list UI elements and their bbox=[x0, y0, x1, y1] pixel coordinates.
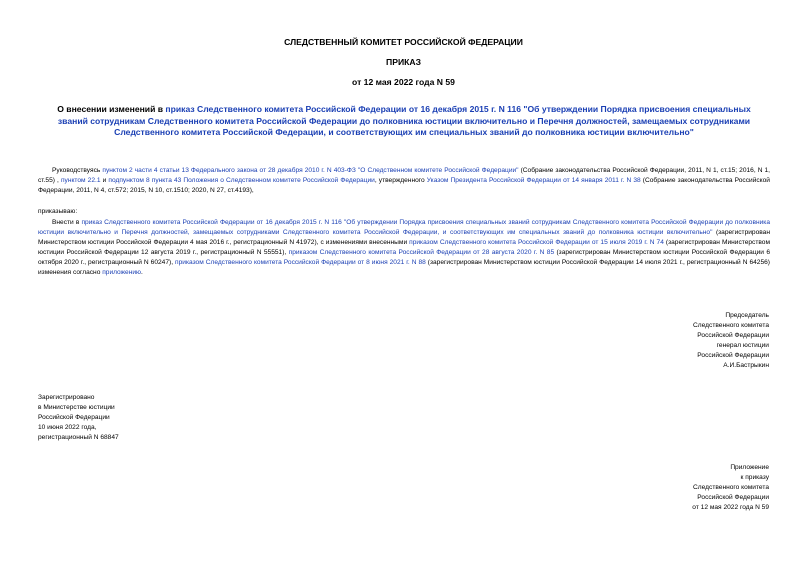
appendix-line: Следственного комитета bbox=[693, 484, 769, 491]
order-word: приказываю: bbox=[38, 208, 78, 215]
registration-line: 10 июня 2022 года, bbox=[38, 424, 97, 431]
org-heading: СЛЕДСТВЕННЫЙ КОМИТЕТ РОССИЙСКОЙ ФЕДЕРАЦИИ bbox=[284, 37, 523, 47]
body-text-5: (зарегистрирован Министерством юстиции Российской Федерации 14 июля 2021 г., регистрационный N 64256) изменения согласно bbox=[38, 259, 770, 276]
appendix-header-block bbox=[692, 463, 769, 513]
appendix-line: Приложение bbox=[730, 464, 769, 471]
preamble-paragraph bbox=[38, 166, 770, 196]
signature-name: А.И.Бастрыкин bbox=[723, 362, 769, 369]
appendix-line: Российской Федерации bbox=[697, 494, 769, 501]
body-text-3: (зарегистрирован Министерством юстиции Российской Федерации 12 августа 2019 г., регистрационный N 55551), bbox=[38, 239, 770, 256]
date-number-heading: от 12 мая 2022 года N 59 bbox=[352, 77, 455, 87]
signature-line: генерал юстиции bbox=[716, 342, 769, 349]
regulation-link[interactable]: подпунктом 8 пункта 43 Положения о Следственном комитете Российской Федерации bbox=[108, 177, 375, 184]
signature-line: Российской Федерации bbox=[697, 332, 769, 339]
registration-line: регистрационный N 68847 bbox=[38, 434, 119, 441]
clause-22-1-link[interactable]: пунктом 22.1 bbox=[60, 177, 101, 184]
law-link[interactable]: пунктом 2 части 4 статьи 13 Федерального закона от 28 декабря 2010 г. N 403-ФЗ "О Следственном комитете Российской Федерации" bbox=[102, 167, 519, 174]
body-paragraph bbox=[38, 218, 770, 278]
body-text-6: . bbox=[141, 269, 143, 276]
preamble-text-2: (Собрание законодательства Российской Федерации, 2011, N 1, ст.15; 2016, N 1, ст.55) , bbox=[38, 167, 771, 184]
appendix-link[interactable]: приложению bbox=[102, 269, 141, 276]
registration-line: в Министерстве юстиции bbox=[38, 404, 115, 411]
preamble-text-5: (Собрание законодательства Российской Федерации, 2011, N 4, ст.572; 2015, N 10, ст.1510; 2020, N 27, ст.4193), bbox=[38, 177, 770, 194]
appendix-line: от 12 мая 2022 года N 59 bbox=[692, 504, 769, 511]
preamble-text-3: и bbox=[100, 177, 109, 184]
title-order-link[interactable]: приказ Следственного комитета Российской Федерации от 16 декабря 2015 г. N 116 "Об утверждении Порядка присвоения специальных званий сотрудникам Следственного комитета Российской Федерации до полковника юстиции включительно и Перечня должностей, замещаемых сотрудниками Следственного комитета Российской Федерации, и соответствующих им специальных званий до полковника юстиции включительно" bbox=[57, 104, 751, 137]
preamble-text-1: Руководствуясь bbox=[52, 167, 103, 174]
order-85-link[interactable]: приказом Следственного комитета Российской Федерации от 28 августа 2020 г. N 85 bbox=[288, 249, 555, 256]
order-116-link[interactable]: приказ Следственного комитета Российской Федерации от 16 декабря 2015 г. N 116 "Об утверждении Порядка присвоения специальных званий сотрудникам Следственного комитета Российской Федерации до полковника юстиции включительно и Перечня должностей, замещаемых сотрудниками Следственного комитета Российской Федерации, и соответствующих им специальных званий до полковника юстиции включительно" bbox=[38, 219, 771, 236]
preamble-text-4: , утвержденного bbox=[374, 177, 427, 184]
body-text-1: Внести в bbox=[52, 219, 82, 226]
registration-line: Российской Федерации bbox=[38, 414, 110, 421]
order-88-link[interactable]: приказом Следственного комитета Российской Федерации от 8 июня 2021 г. N 88 bbox=[175, 259, 426, 266]
registration-line: Зарегистрировано bbox=[38, 394, 95, 401]
signature-line: Председатель bbox=[725, 312, 769, 319]
signature-line: Российской Федерации bbox=[697, 352, 769, 359]
signature-block bbox=[693, 311, 769, 371]
order-74-link[interactable]: приказом Следственного комитета Российской Федерации от 15 июля 2019 г. N 74 bbox=[409, 239, 664, 246]
document-title bbox=[44, 104, 764, 139]
signature-line: Следственного комитета bbox=[693, 322, 769, 329]
appendix-line: к приказу bbox=[740, 474, 769, 481]
doc-type-heading: ПРИКАЗ bbox=[386, 57, 421, 67]
body-text-4: (зарегистрирован Министерством юстиции Российской Федерации 6 октября 2020 г., регистрационный N 60247), bbox=[38, 249, 770, 266]
decree-link[interactable]: Указом Президента Российской Федерации от 14 января 2011 г. N 38 bbox=[426, 177, 641, 184]
registration-block bbox=[38, 393, 119, 443]
body-text-2: (зарегистрирован Министерством юстиции Российской Федерации 4 мая 2016 г., регистрационный N 41972), с изменениями внесенными bbox=[38, 229, 770, 246]
title-prefix: О внесении изменений в bbox=[57, 104, 166, 114]
